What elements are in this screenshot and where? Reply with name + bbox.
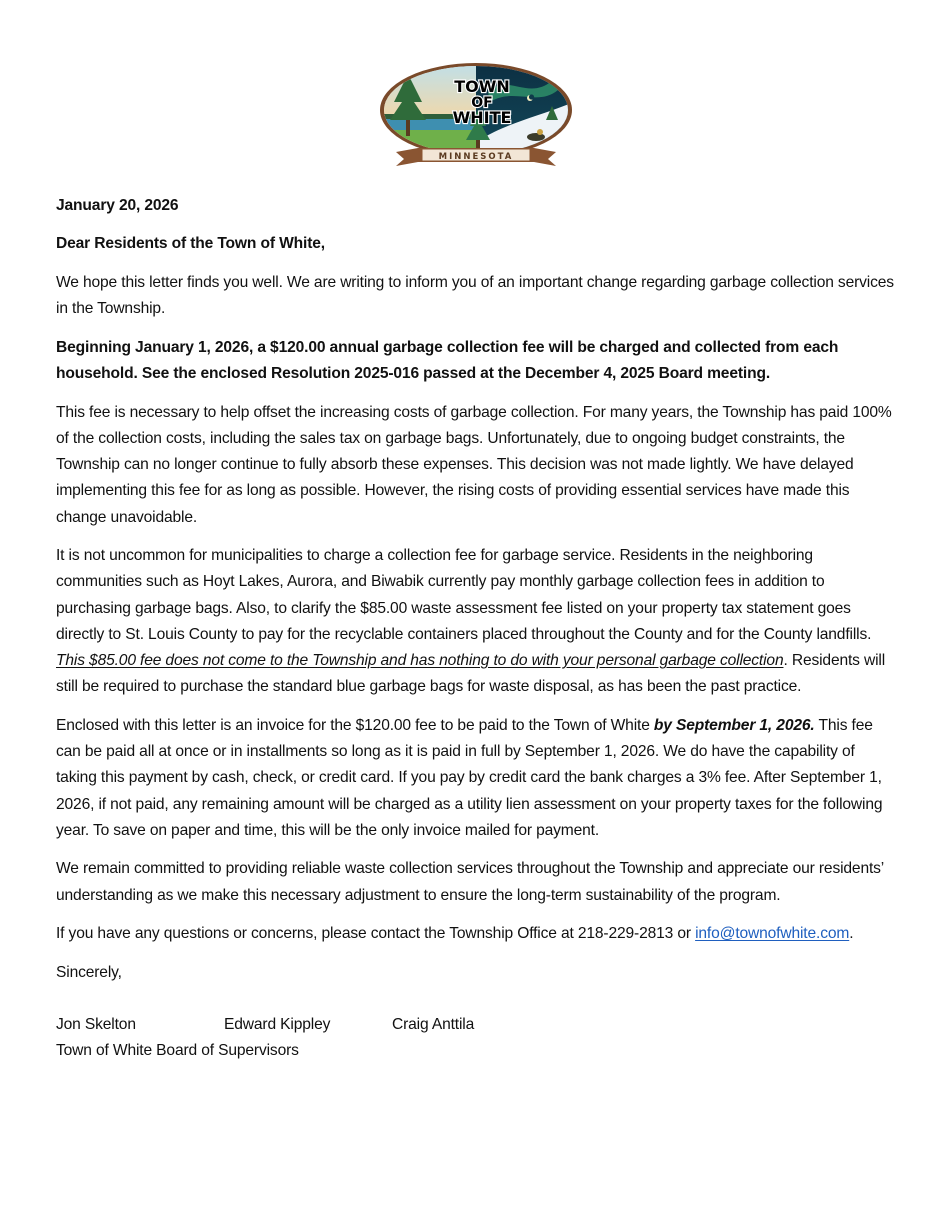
letter-date: January 20, 2026 xyxy=(56,197,179,214)
signatory-name: Craig Anttila xyxy=(392,1016,475,1034)
comparison-text-start: It is not uncommon for municipalities to charge a collection fee for garbage service. Residents in the neighboring communities such as Hoyt Lakes, Aurora, and Biwabik currently pay monthly garbage collection fees in addition to purchasing garbage bags. Also, to clarify the $85.00 waste assessment fee listed on your property tax statement goes directly to St. Louis County to pay for the recyclable containers placed throughout the County and for the County landfills. xyxy=(56,547,872,643)
paragraph-contact xyxy=(56,921,896,947)
paragraph-comparison xyxy=(56,543,896,700)
signatory-title: Town of White Board of Supervisors xyxy=(56,1042,299,1060)
logo-emblem-icon xyxy=(378,62,574,170)
comparison-text-end: . Residents will still be required to purchase the standard blue garbage bags for waste disposal, as has been the past practice. xyxy=(56,652,886,696)
letter-closing: Sincerely, xyxy=(56,964,122,982)
county-fee-disclaimer: This $85.00 fee does not come to the Township and has nothing to do with your personal garbage collection xyxy=(56,652,784,670)
payment-deadline: by September 1, 2026. xyxy=(653,716,815,734)
paragraph-intro: We hope this letter finds you well. We are writing to inform you of an important change regarding garbage collection services in the Township. xyxy=(56,273,894,318)
paragraph-fee-reason: This fee is necessary to help offset the increasing costs of garbage collection. For many years, the Township has paid 100% of the collection costs, including the sales tax on garbage bags. Unfortunately, due to ongoing budget constraints, the Township can no longer continue to fully absorb these expenses. This decision was not made lightly. We have delayed implementing this fee for as long as possible. However, the rising costs of providing essential services have made this change unavoidable. xyxy=(56,403,892,526)
svg-text:TOWN: TOWN xyxy=(454,77,510,96)
paragraph-commitment: We remain committed to providing reliable waste collection services throughout the Township and appreciate our residents’ understanding as we make this necessary adjustment to ensure the long-term sustainability of the program. xyxy=(56,860,884,904)
signatory-name: Jon Skelton xyxy=(56,1016,136,1034)
contact-end: . xyxy=(849,925,854,943)
invoice-text-start: Enclosed with this letter is an invoice for the $120.00 fee to be paid to the Town of White xyxy=(56,716,654,734)
paragraph-fee-announcement: Beginning January 1, 2026, a $120.00 annual garbage collection fee will be charged and collected from each household. See the enclosed Resolution 2025-016 passed at the December 4, 2025 Board meeting. xyxy=(56,338,839,383)
signatory-name: Edward Kippley xyxy=(224,1016,331,1034)
invoice-text-end: This fee can be paid all at once or in installments so long as it is paid in full by September 1, 2026. We do have the capability of taking this payment by cash, check, or credit card. If you pay by credit card the bank charges a 3% fee. After September 1, 2026, if not paid, any remaining amount will be charged as a utility lien assessment on your property taxes for the following year. To save on paper and time, this will be the only invoice mailed for payment. xyxy=(56,716,883,839)
letter-body xyxy=(56,193,896,1065)
contact-text: If you have any questions or concerns, please contact the Township Office at 218-229-2813 or xyxy=(56,925,696,943)
svg-text:OF: OF xyxy=(471,95,493,111)
signatories xyxy=(56,1012,896,1038)
town-of-white-logo xyxy=(378,62,574,170)
letter-salutation: Dear Residents of the Town of White, xyxy=(56,235,325,253)
contact-email-link[interactable]: info@townofwhite.com xyxy=(695,925,850,943)
paragraph-invoice xyxy=(56,713,896,844)
svg-text:MINNESOTA: MINNESOTA xyxy=(438,152,514,162)
svg-text:WHITE: WHITE xyxy=(452,108,512,127)
